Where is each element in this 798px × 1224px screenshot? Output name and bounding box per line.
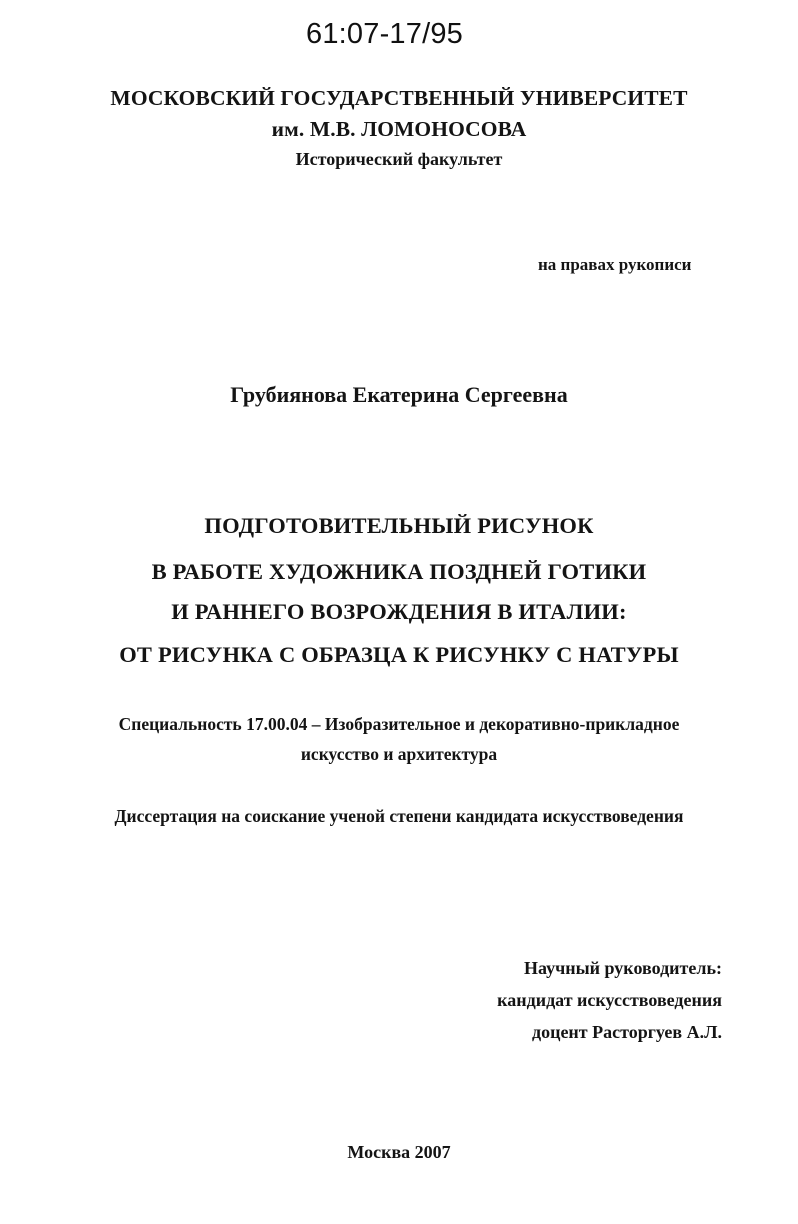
advisor-degree: кандидат искусствоведения <box>497 990 722 1010</box>
manuscript-rights-note: на правах рукописи <box>538 255 692 274</box>
author-name: Грубиянова Екатерина Сергеевна <box>230 382 568 407</box>
catalog-number: 61:07-17/95 <box>306 18 463 50</box>
university-name-line2: им. М.В. ЛОМОНОСОВА <box>271 117 527 141</box>
specialty-line-1: Специальность 17.00.04 – Изобразительное и декоративно-прикладное <box>118 714 680 734</box>
university-name: МОСКОВСКИЙ ГОСУДАРСТВЕННЫЙ УНИВЕРСИТЕТ <box>110 86 688 110</box>
degree-statement: Диссертация на соискание ученой степени кандидата искусствоведения <box>114 806 684 826</box>
thesis-title-line-2: В РАБОТЕ ХУДОЖНИКА ПОЗДНЕЙ ГОТИКИ <box>151 559 647 584</box>
thesis-title-line-1: ПОДГОТОВИТЕЛЬНЫЙ РИСУНОК <box>204 513 594 538</box>
advisor-role: Научный руководитель: <box>524 958 722 978</box>
faculty-name: Исторический факультет <box>295 149 503 169</box>
advisor-name: доцент Расторгуев А.Л. <box>531 1022 722 1042</box>
thesis-title-line-3: И РАННЕГО ВОЗРОЖДЕНИЯ В ИТАЛИИ: <box>171 599 627 624</box>
specialty-line-2: искусство и архитектура <box>300 744 498 764</box>
thesis-title-line-4: ОТ РИСУНКА С ОБРАЗЦА К РИСУНКУ С НАТУРЫ <box>119 642 679 667</box>
city-year: Москва 2007 <box>347 1142 451 1162</box>
